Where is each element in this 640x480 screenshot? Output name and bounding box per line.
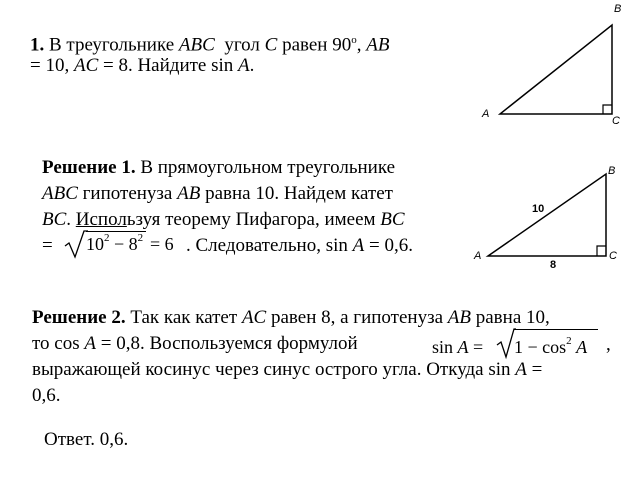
sqrt-sign-1 [64, 228, 88, 260]
problem-line-1: 1. В треугольнике ABC угол C равен 90$^o$, AB [30, 34, 390, 56]
sqrt-bar-1 [86, 231, 146, 232]
sin-formula-left: sin A = [432, 337, 484, 357]
label-A-2: A [474, 250, 482, 262]
triangle-figure-2 [470, 160, 630, 272]
triangle-1 [500, 25, 612, 114]
label-C-1: C [612, 115, 620, 127]
right-angle-mark-2 [597, 246, 606, 256]
solution1-line-4: . Следовательно, sin A = 0,6. [186, 235, 413, 256]
label-C-2: C [609, 250, 617, 262]
problem-line-2: = 10, AC = 8. Найдите sin A. [30, 55, 255, 76]
sqrt-sign-2 [496, 326, 516, 360]
solution1-heading: Решение 1. [42, 157, 136, 178]
solution2-heading: Решение 2. [32, 307, 126, 328]
label-A-1: A [482, 108, 490, 120]
sin-formula-comma: , [606, 334, 611, 355]
sin-formula-radicand: $1 - \cos^2 A$ [514, 335, 588, 357]
answer: Ответ. 0,6. [44, 429, 129, 450]
solution1-line-3: BC. Используя теорему Пифагора, имеем BC [42, 209, 405, 230]
label-B-1: B [614, 3, 622, 15]
triangle-2 [488, 174, 606, 256]
label-B-2: B [608, 165, 616, 177]
sqrt-bar-2 [514, 329, 598, 330]
problem-number: 1. [30, 34, 45, 56]
solution2-line-1: Решение 2. Так как катет AC равен 8, а гипотенуза AB равна 10, [32, 307, 550, 328]
label-hypotenuse: 10 [532, 203, 545, 215]
solution1-eq-sign: = [42, 235, 53, 256]
right-angle-mark-1 [603, 105, 612, 114]
label-leg: 8 [550, 259, 557, 271]
solution1-line-1: Решение 1. В прямоугольном треугольнике [42, 157, 396, 178]
solution2-line-2: то cos A = 0,8. Воспользуемся формулой [32, 333, 358, 354]
solution2-line-3: выражающей косинус через синус острого угла. Откуда sin A = [32, 359, 543, 380]
pythagoras-result: = 6 [150, 234, 174, 254]
solution2-line-4: 0,6. [32, 385, 61, 406]
triangle-figure-1 [470, 0, 630, 130]
solution1-line-2: ABC гипотенуза AB равна 10. Найдем катет [42, 183, 393, 204]
pythagoras-formula: $10^2 - 8^2$ [86, 232, 144, 254]
